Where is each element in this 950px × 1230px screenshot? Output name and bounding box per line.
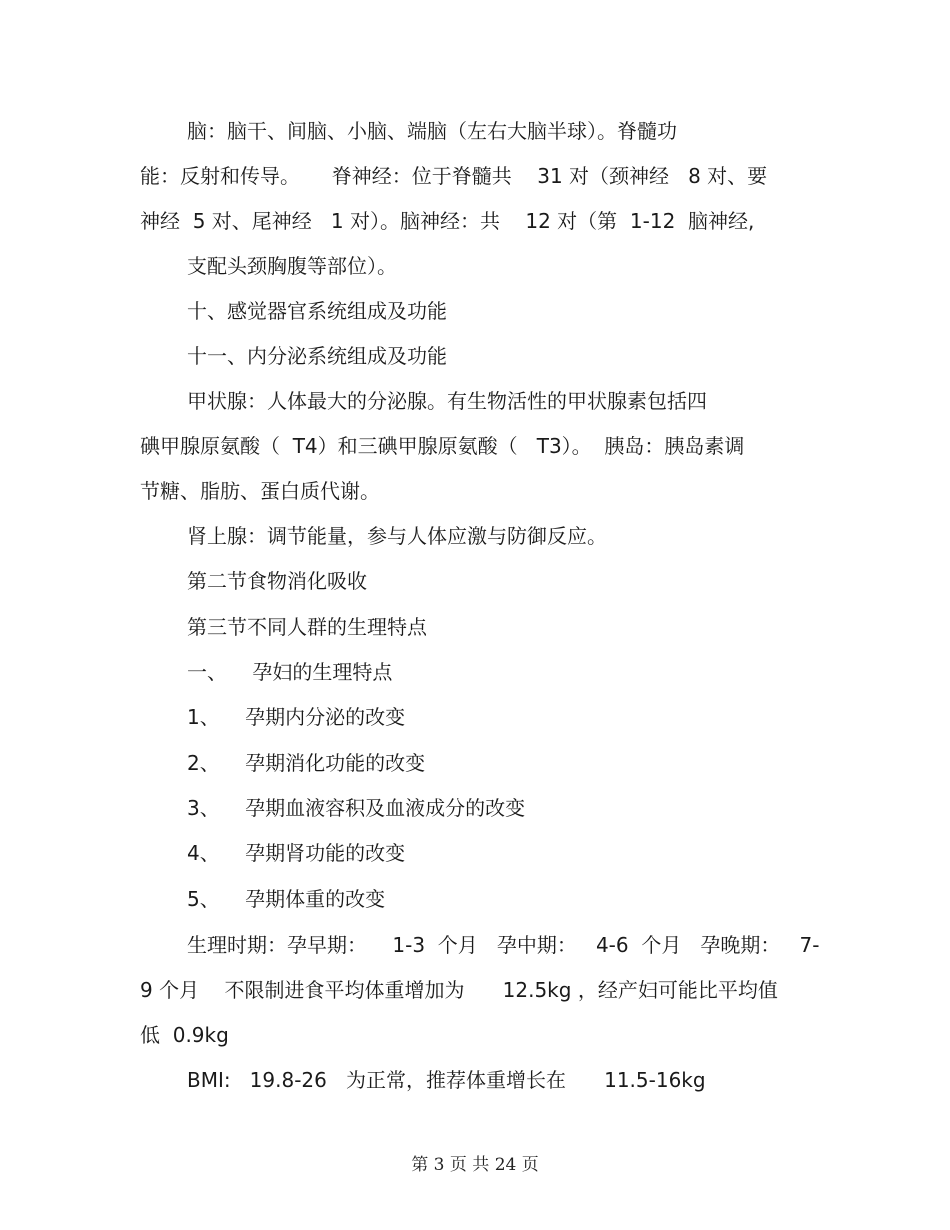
text-line: 脑：脑干、间脑、小脑、端脑（左右大脑半球）。脊髓功 [187, 119, 677, 143]
text-line: 生理时期：孕早期： 1-3 个月 孕中期： 4-6 个月 孕晚期： 7- [187, 933, 820, 957]
text-line: 神经 5 对、尾神经 1 对）。脑神经：共 12 对（第 1-12 脑神经, [140, 209, 755, 233]
text-line: 碘甲腺原氨酸（ T4）和三碘甲腺原氨酸（ T3）。 胰岛：胰岛素调 [140, 434, 745, 458]
text-line: 能：反射和传导。 脊神经：位于脊髓共 31 对（颈神经 8 对、要 [140, 164, 768, 188]
section-heading: 十、感觉器官系统组成及功能 [187, 299, 447, 323]
section-heading: 第三节不同人群的生理特点 [187, 615, 427, 639]
section-heading: 第二节食物消化吸收 [187, 569, 367, 593]
page-number-footer: 第 3 页 共 24 页 [411, 1155, 539, 1175]
list-item: 4、 孕期肾功能的改变 [187, 841, 406, 865]
list-item: 1、 孕期内分泌的改变 [187, 705, 406, 729]
list-item: 5、 孕期体重的改变 [187, 887, 386, 911]
text-line: BMI: 19.8-26 为正常，推荐体重增长在 11.5-16kg [187, 1068, 706, 1092]
text-line: 低 0.9kg [140, 1023, 229, 1047]
section-heading: 十一、内分泌系统组成及功能 [187, 344, 447, 368]
text-line: 9 个月 不限制进食平均体重增加为 12.5kg ，经产妇可能比平均值 [140, 978, 778, 1002]
section-heading: 一、 孕妇的生理特点 [187, 660, 393, 684]
list-item: 3、 孕期血液容积及血液成分的改变 [187, 796, 526, 820]
text-line: 节糖、脂肪、蛋白质代谢。 [140, 479, 380, 503]
text-line: 支配头颈胸腹等部位）。 [187, 254, 397, 278]
list-item: 2、 孕期消化功能的改变 [187, 751, 426, 775]
text-line: 甲状腺：人体最大的分泌腺。有生物活性的甲状腺素包括四 [187, 389, 707, 413]
text-line: 肾上腺：调节能量，参与人体应激与防御反应。 [187, 524, 607, 548]
